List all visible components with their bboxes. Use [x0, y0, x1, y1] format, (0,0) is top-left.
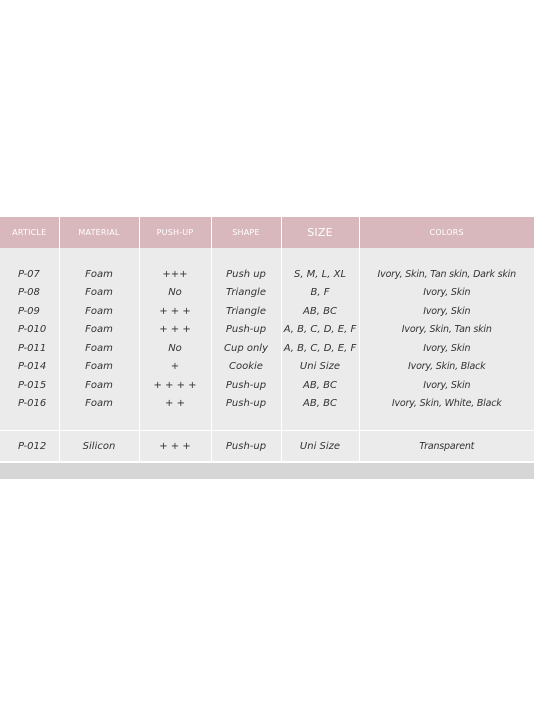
spacer-cell — [359, 248, 534, 265]
colors-cell: Ivory, Skin, White, Black — [359, 395, 534, 414]
colors-cell: Transparent — [359, 431, 534, 462]
shape-cell: Push-up — [211, 431, 281, 462]
size-cell: AB, BC — [281, 302, 359, 321]
spacer-cell — [359, 413, 534, 431]
pushup-cell: + + + — [139, 302, 211, 321]
header-pushup: PUSH-UP — [139, 217, 211, 248]
spacer-cell — [139, 248, 211, 265]
spacer-cell — [0, 413, 59, 431]
material-cell: Foam — [59, 376, 139, 395]
pushup-cell: + + — [139, 395, 211, 414]
material-cell: Silicon — [59, 431, 139, 462]
article-cell: P-07 — [0, 265, 59, 284]
spacer-cell — [281, 248, 359, 265]
header-material: MATERIAL — [59, 217, 139, 248]
colors-cell: Ivory, Skin, Tan skin — [359, 321, 534, 340]
article-cell: P-08 — [0, 284, 59, 303]
colors-cell: Ivory, Skin — [359, 339, 534, 358]
pushup-cell: + — [139, 358, 211, 377]
material-cell: Foam — [59, 358, 139, 377]
size-cell: A, B, C, D, E, F — [281, 339, 359, 358]
spacer-cell — [281, 413, 359, 431]
header-size: SIZE — [281, 217, 359, 248]
size-cell: B, F — [281, 284, 359, 303]
colors-cell: Ivory, Skin, Black — [359, 358, 534, 377]
table-row — [0, 265, 534, 284]
shape-cell: Cookie — [211, 358, 281, 377]
table-row — [0, 376, 534, 395]
shape-cell: Triangle — [211, 302, 281, 321]
pushup-cell: + + + — [139, 431, 211, 462]
header-colors: COLORS — [359, 217, 534, 248]
shape-cell: Triangle — [211, 284, 281, 303]
header-article: ARTICLE — [0, 217, 59, 248]
shape-cell: Push-up — [211, 321, 281, 340]
size-cell: AB, BC — [281, 376, 359, 395]
table-row — [0, 431, 534, 462]
pushup-cell: No — [139, 284, 211, 303]
table-row — [0, 321, 534, 340]
size-cell: A, B, C, D, E, F — [281, 321, 359, 340]
article-cell: P-09 — [0, 302, 59, 321]
article-cell: P-012 — [0, 431, 59, 462]
size-cell: Uni Size — [281, 358, 359, 377]
material-cell: Foam — [59, 321, 139, 340]
shape-cell: Push-up — [211, 395, 281, 414]
article-cell: P-016 — [0, 395, 59, 414]
spacer-cell — [0, 248, 59, 265]
spacer-cell — [59, 413, 139, 431]
spacer-cell — [211, 413, 281, 431]
colors-cell: Ivory, Skin — [359, 302, 534, 321]
material-cell: Foam — [59, 339, 139, 358]
table-row — [0, 284, 534, 303]
spacer-cell — [139, 413, 211, 431]
article-cell: P-014 — [0, 358, 59, 377]
table-footer-bar — [0, 463, 534, 479]
material-cell: Foam — [59, 302, 139, 321]
table-header-row — [0, 217, 534, 248]
size-cell: Uni Size — [281, 431, 359, 462]
article-cell: P-010 — [0, 321, 59, 340]
size-cell: S, M, L, XL — [281, 265, 359, 284]
shape-cell: Push-up — [211, 376, 281, 395]
material-cell: Foam — [59, 284, 139, 303]
article-cell: P-015 — [0, 376, 59, 395]
material-cell: Foam — [59, 265, 139, 284]
spacer-row — [0, 413, 534, 431]
table-row — [0, 302, 534, 321]
spacer-row — [0, 248, 534, 265]
spacer-cell — [59, 248, 139, 265]
colors-cell: Ivory, Skin — [359, 284, 534, 303]
table-row — [0, 358, 534, 377]
product-table — [0, 217, 534, 461]
shape-cell: Push up — [211, 265, 281, 284]
pushup-cell: +++ — [139, 265, 211, 284]
pushup-cell: + + + + — [139, 376, 211, 395]
shape-cell: Cup only — [211, 339, 281, 358]
material-cell: Foam — [59, 395, 139, 414]
size-cell: AB, BC — [281, 395, 359, 414]
colors-cell: Ivory, Skin, Tan skin, Dark skin — [359, 265, 534, 284]
pushup-cell: + + + — [139, 321, 211, 340]
table-row — [0, 395, 534, 414]
table-row — [0, 339, 534, 358]
colors-cell: Ivory, Skin — [359, 376, 534, 395]
pushup-cell: No — [139, 339, 211, 358]
spacer-cell — [211, 248, 281, 265]
header-shape: SHAPE — [211, 217, 281, 248]
article-cell: P-011 — [0, 339, 59, 358]
